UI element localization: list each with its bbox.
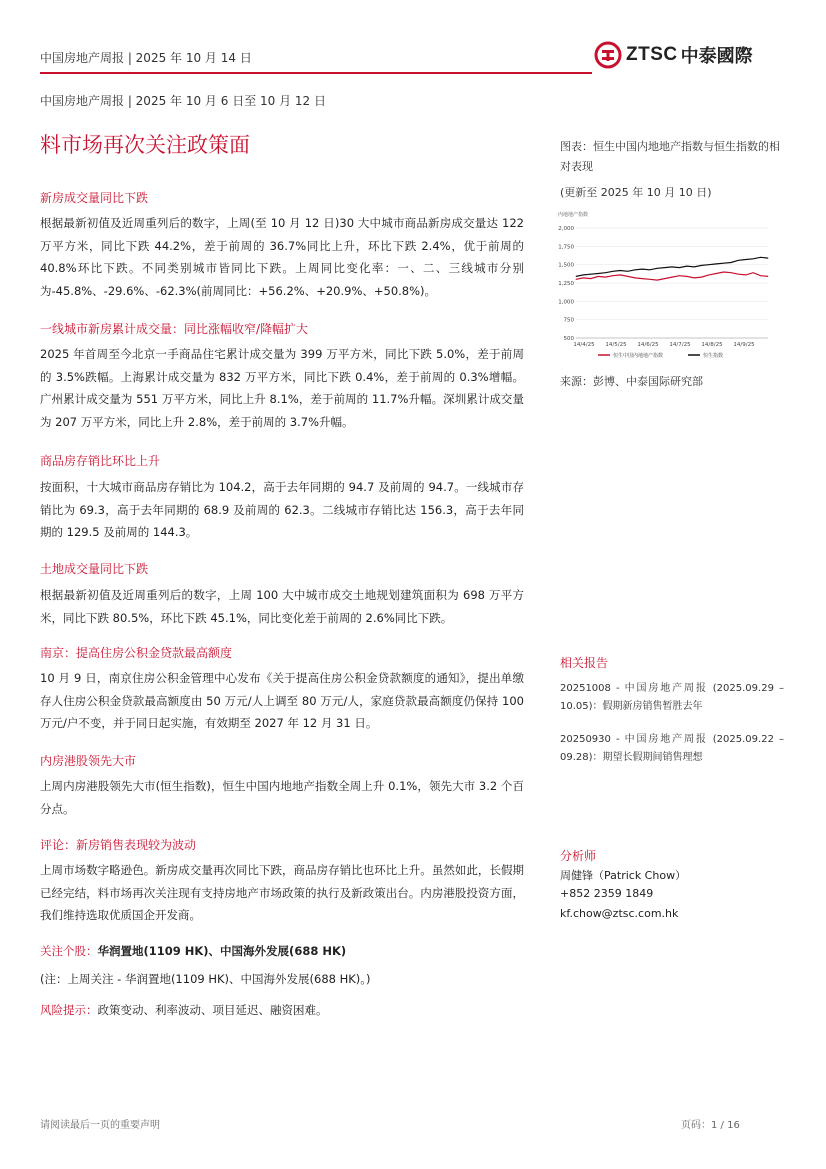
related-report-link[interactable]: 20251008 - 中国房地产周报 (2025.09.29 – 10.05)：假期新房销售暂胜去年: [560, 683, 784, 712]
data-point: [664, 267, 665, 268]
data-point: [613, 271, 614, 272]
data-point: [723, 272, 724, 273]
data-point: [664, 278, 665, 279]
data-point: [605, 277, 606, 278]
section-body: 上周内房港股领先大市(恒生指数)，恒生中国内地地产指数全周上升 0.1%，领先大市 3.2 个百分点。: [40, 779, 524, 816]
previous-focus-note: (注：上周关注 - 华润置地(1109 HK)、中国海外发展(688 HK)。): [40, 972, 371, 986]
analyst-email[interactable]: kf.chow@ztsc.com.hk: [560, 907, 679, 920]
data-point: [760, 257, 761, 258]
data-point: [672, 266, 673, 267]
data-point: [576, 276, 577, 277]
x-tick-label: 14/6/25: [637, 342, 659, 348]
data-point: [694, 266, 695, 267]
data-point: [627, 271, 628, 272]
data-point: [576, 279, 577, 280]
data-point: [598, 276, 599, 277]
section-body: 10 月 9 日，南京住房公积金管理中心发布《关于提高住房公积金贷款额度的通知》，提出单缴存人住房公积金贷款最高额度由 50 万元/人上调至 80 万元/人，家庭贷款最高额度仍保持 100 万元/户不变，并于同日起实施，有效期至 2027 年 12 月 31 日。: [40, 671, 524, 730]
x-tick-label: 14/9/25: [733, 342, 755, 348]
data-point: [657, 268, 658, 269]
section-body: 根据最新初值及近周重列后的数字，上周 100 大中城市成交土地规划建筑面积为 698 万平方米，同比下跌 80.5%，环比下跌 45.1%，同比变化差于前周的 2.6%同比下跌。: [40, 588, 524, 625]
section-body: 按面积，十大城市商品房存销比为 104.2，高于去年同期的 94.7 及前周的 94.7。一线城市存销比为 69.3，高于去年同期的 68.9 及前周的 62.3。二线城市存销比达 156.3，高于去年同期的 129.5 及前周的 144.3。: [40, 480, 524, 539]
section-heading: 新房成交量同比下跌: [40, 191, 149, 205]
section-heading: 土地成交量同比下跌: [40, 562, 149, 576]
header-title: 中国房地产周报 | 2025 年 10 月 14 日: [40, 51, 252, 65]
figure-source: 来源：彭博、中泰国际研究部: [560, 375, 703, 388]
analyst-heading: 分析师: [560, 849, 597, 863]
data-point: [620, 270, 621, 271]
data-point: [649, 269, 650, 270]
data-point: [731, 262, 732, 263]
section-heading: 一线城市新房累计成交量：同比涨幅收窄/降幅扩大: [40, 322, 309, 336]
x-tick-label: 14/4/25: [573, 342, 595, 348]
logo-icon: [594, 41, 622, 69]
data-point: [635, 277, 636, 278]
data-point: [709, 264, 710, 265]
legend-label: 恒生中国内地地产指数: [613, 353, 664, 359]
data-point: [768, 276, 769, 277]
y-tick-label: 1,750: [558, 244, 574, 251]
data-point: [642, 278, 643, 279]
brand-logo: [594, 40, 784, 70]
data-point: [731, 272, 732, 273]
data-point: [753, 272, 754, 273]
section-body: 根据最新初值及近周重列后的数字，上周(至 10 月 12 日)30 大中城市商品新房成交量达 122 万平方米，同比下跌 44.2%，差于前周的 36.7%同比上升，环比下跌 2.4%，优于前周的 40.8%环比下跌。不同类别城市皆同比下跌。上周同比变化率：一、二、三线城市分别为-45.8%、-29.6%、-62.3%(前周同比：+56.2%、+20.9%、+50.8%)。: [40, 216, 524, 298]
page-title: 料市场再次关注政策面: [40, 133, 250, 157]
section-heading: 内房港股领先大市: [40, 754, 137, 768]
brand-name: ZTSC: [626, 44, 678, 65]
data-point: [745, 275, 746, 276]
focus-stocks: [40, 940, 524, 963]
data-point: [620, 275, 621, 276]
data-point: [590, 278, 591, 279]
x-tick-label: 14/8/25: [701, 342, 723, 348]
x-tick-label: 14/5/25: [605, 342, 627, 348]
y-tick-label: 750: [563, 317, 574, 324]
analyst-phone: +852 2359 1849: [560, 887, 654, 900]
data-point: [723, 263, 724, 264]
data-point: [657, 280, 658, 281]
y-tick-label: 1,250: [558, 281, 574, 287]
data-point: [768, 258, 769, 259]
related-reports-heading: 相关报告: [560, 656, 609, 670]
header-rule: [40, 72, 592, 74]
data-point: [701, 277, 702, 278]
analyst-name: 周健锋（Patrick Chow）: [560, 869, 687, 882]
figure-title: 图表：恒生中国内地地产指数与恒生指数的相对表现: [560, 140, 780, 173]
data-point: [716, 264, 717, 265]
focus-label: 关注个股：: [40, 944, 98, 958]
brand-name-cn: 中泰國際: [680, 46, 753, 67]
data-point: [635, 269, 636, 270]
data-point: [642, 269, 643, 270]
data-point: [738, 274, 739, 275]
data-point: [679, 275, 680, 276]
risk-label: 风险提示：: [40, 1003, 98, 1017]
data-point: [753, 258, 754, 259]
y-tick-label: 1,500: [558, 262, 574, 269]
data-point: [672, 277, 673, 278]
data-point: [694, 277, 695, 278]
index-performance-chart: [556, 208, 772, 366]
data-point: [598, 273, 599, 274]
section-body: 上周市场数字略逊色。新房成交量再次同比下跌，商品房存销比也环比上升。虽然如此，长假期已经完结，料市场再次关注现有支持房地产市场政策的执行及新政策出台。内房港股投资方面，我们维持选取优质国企开发商。: [40, 863, 524, 922]
related-report-link[interactable]: 20250930 - 中国房地产周报 (2025.09.22 – 09.28)：期望长假期间销售理想: [560, 734, 784, 763]
y-tick-label: 500: [563, 336, 574, 342]
section-heading: 南京：提高住房公积金贷款最高额度: [40, 646, 233, 660]
y-tick-label: 2,000: [558, 226, 574, 232]
data-point: [613, 275, 614, 276]
data-point: [649, 279, 650, 280]
data-point: [760, 275, 761, 276]
section-heading: 评论：新房销售表现较为波动: [40, 838, 197, 852]
page-number: 页码：1 / 16: [681, 1120, 740, 1131]
figure-update: (更新至 2025 年 10 月 10 日): [560, 186, 712, 199]
data-point: [716, 273, 717, 274]
y-tick-label: 1,000: [558, 299, 574, 306]
section-heading: 商品房存销比环比上升: [40, 454, 161, 468]
legend-label: 恒生指数: [703, 353, 724, 359]
footer-disclaimer: 请阅读最后一页的重要声明: [40, 1120, 160, 1131]
data-point: [709, 275, 710, 276]
risk-value: 政策变动、利率波动、项目延迟、融资困难。: [97, 1003, 328, 1017]
data-point: [590, 274, 591, 275]
report-period: 中国房地产周报 | 2025 年 10 月 6 日至 10 月 12 日: [40, 94, 326, 108]
risk-warning: [40, 999, 524, 1022]
data-point: [745, 259, 746, 260]
x-tick-label: 14/7/25: [669, 342, 691, 348]
data-point: [583, 277, 584, 278]
data-point: [605, 272, 606, 273]
data-point: [583, 275, 584, 276]
data-point: [679, 267, 680, 268]
data-point: [701, 265, 702, 266]
data-point: [686, 276, 687, 277]
data-point: [738, 260, 739, 261]
focus-value: 华润置地(1109 HK)、中国海外发展(688 HK): [97, 944, 347, 958]
data-point: [686, 266, 687, 267]
data-point: [627, 276, 628, 277]
section-body: 2025 年首周至今北京一手商品住宅累计成交量为 399 万平方米，同比下跌 5.0%，差于前周的 3.5%跌幅。上海累计成交量为 832 万平方米，同比下跌 0.4%，差于前周的 0.3%增幅。广州累计成交量为 551 万平方米，同比上升 8.1%，差于前周的 11.7%升幅。深圳累计成交量为 207 万平方米，同比上升 2.8%，差于前周的 3.7%升幅。: [40, 347, 524, 429]
y-axis-label: 内地地产指数: [558, 212, 589, 218]
